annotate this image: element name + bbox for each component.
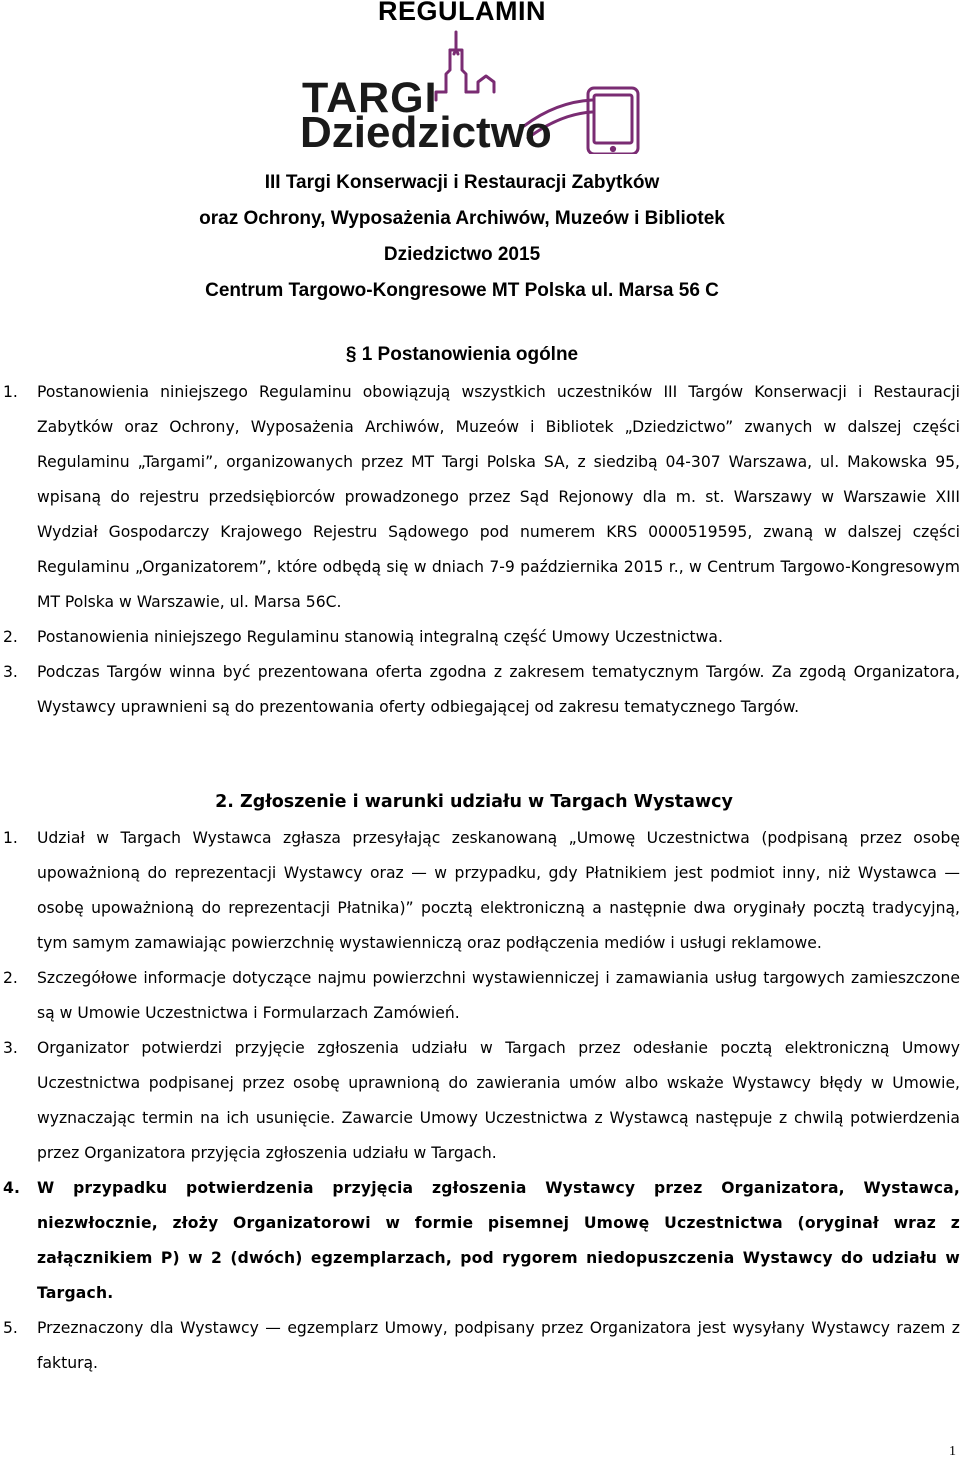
list-item-emphasized: 4. W przypadku potwierdzenia przyjęcia zgłoszenia Wystawcy przez Organizatora, Wystawca, niezwłocznie, złoży Organizatorowi w formie pisemnej Umowę Uczestnictwa (oryginał wraz z załącznikiem P) w 2 (dwóch) egzemplarzach, pod rygorem niedopuszczenia Wystawcy do udziału w Targach. xyxy=(3,1179,960,1302)
list-item: 3. Podczas Targów winna być prezentowana oferta zgodna z zakresem tematycznym Targów. Za zgodą Organizatora, Wystawcy uprawnieni są do prezentowania oferty odbiegającej od zakresu tematycznego Targów. xyxy=(3,663,960,716)
list-item: 2. Postanowienia niniejszego Regulaminu stanowią integralną część Umowy Uczestnictwa. xyxy=(3,628,723,646)
list-item: 1. Udział w Targach Wystawca zgłasza przesyłając zeskanowaną „Umowę Uczestnictwa (podpisaną przez osobę upoważnioną do reprezentacji Wystawcy oraz — w przypadku, gdy Płatnikiem jest podmiot inny, niż Wystawca — osobę upoważnioną do reprezentacji Płatnika)” pocztą elektroniczną a następnie dwa oryginały pocztą tradycyjną, tym samym zamawiając powierzchnię wystawienniczą oraz podłączenia mediów i usługi reklamowe. xyxy=(3,829,960,952)
event-header xyxy=(0,168,924,312)
event-line-3: Dziedzictwo 2015 xyxy=(383,244,541,265)
event-line-1: III Targi Konserwacji i Restauracji Zabytków xyxy=(264,172,660,193)
section-1-heading: § 1 Postanowienia ogólne xyxy=(345,344,579,365)
logo-word-dziedzictwo: Dziedzictwo xyxy=(300,108,552,157)
list-item: 3. Organizator potwierdzi przyjęcie zgłoszenia udziału w Targach przez odesłanie pocztą elektroniczną Umowy Uczestnictwa podpisanej przez osobę uprawnioną do zawierania umów albo wskaże Wystawcy błędy w Umowie, wyznaczając termin na ich usunięcie. Zawarcie Umowy Uczestnictwa z Wystawcą następuje z chwilą potwierdzenia przez Organizatora przyjęcia zgłoszenia udziału w Targach. xyxy=(3,1039,960,1162)
section-1-list xyxy=(0,375,960,725)
event-line-2: oraz Ochrony, Wyposażenia Archiwów, Muzeów i Bibliotek xyxy=(199,208,725,229)
targi-dziedzictwo-logo xyxy=(298,30,658,157)
document-title: REGULAMIN xyxy=(378,0,546,26)
section-2-heading: 2. Zgłoszenie i warunki udziału w Targach Wystawcy xyxy=(215,792,733,812)
list-item: 5. Przeznaczony dla Wystawcy — egzemplarz Umowy, podpisany przez Organizatora jest wysyłany Wystawcy razem z fakturą. xyxy=(3,1319,960,1372)
page-number: 1 xyxy=(949,1444,956,1459)
section-2-list xyxy=(0,821,960,1381)
list-item: 1. Postanowienia niniejszego Regulaminu obowiązują wszystkich uczestników III Targów Konserwacji i Restauracji Zabytków oraz Ochrony, Wyposażenia Archiwów, Muzeów i Bibliotek „Dziedzictwo” zwanych w dalszej części Regulaminu „Targami”, organizowanych przez MT Targi Polska SA, z siedzibą 04-307 Warszawa, ul. Makowska 95, wpisaną do rejestru przedsiębiorców prowadzonego przez Sąd Rejonowy dla m. st. Warszawy w Warszawie XIII Wydział Gospodarczy Krajowego Rejestru Sądowego pod numerem KRS 0000519595, zwaną w dalszej części Regulaminu „Organizatorem”, które odbędą się w dniach 7-9 października 2015 r., w Centrum Targowo-Kongresowym MT Polska w Warszawie, ul. Marsa 56C. xyxy=(3,383,960,611)
event-line-4: Centrum Targowo-Kongresowe MT Polska ul. Marsa 56 C xyxy=(205,280,719,301)
list-item: 2. Szczegółowe informacje dotyczące najmu powierzchni wystawienniczej i zamawiania usług targowych zamieszczone są w Umowie Uczestnictwa i Formularzach Zamówień. xyxy=(3,969,960,1022)
logo-word-targi: TARGI xyxy=(302,74,438,122)
